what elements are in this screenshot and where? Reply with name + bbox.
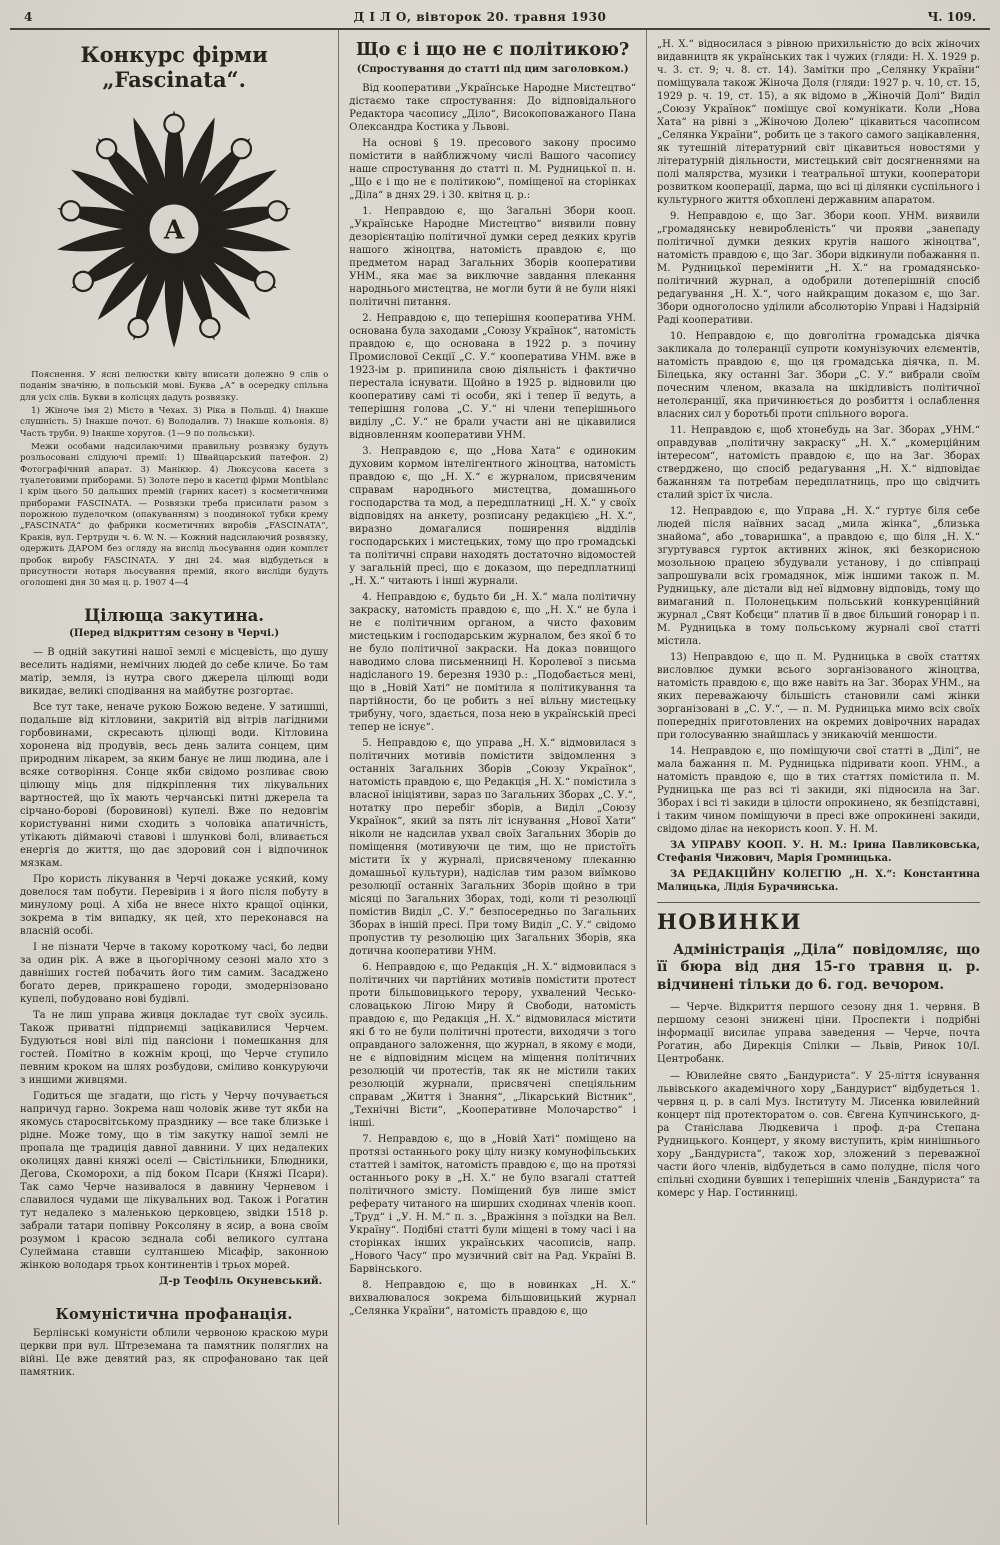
contest-paragraph: Межи особами надсилаючими правильну розвязку будуть розльосовані слідуючі премії: 1) Швайцарський патефон. 2) Фотографічний апарат. 3) Манікюр. 4) Люксусова касета з туалетовими приборами. 5) Золоте перо в касетці фірми Montblanc і крім цього 50 дальших премій (гарних касет) з косметичними приборами FASCINATA. — Розвязки треба присилати разом з порожною пуделочком (опакуванням) з поодинокої тубки крему „FASCINATA“ до фабрики косметичних виробів „FASCINATA“, Краків, вул. Гертруди ч. 6. W. N. — Кожний надсилаючий розвязку, одержить ДАРОМ без огляду на вислід льосування один комплєт пробок виробу FASCINATA. У дні 24. мая відбудеться в присутности нотаря льосування премій, якого висліди будуть оголошені дня 30 мая ц. р. 1907 4—4 bbox=[20, 442, 329, 589]
middle-column bbox=[338, 30, 647, 1525]
rebuttal-paragraph: 10. Неправдою є, що довголітна громадська діячка закликала до толєранції супроти комунізуючих елєментів, натомість правдою є, що ця громадська діячка, п. М. Білецька, яку останні Заг. Збори „С. У.“ вибрали своїм почесним членом, вказала на шкідливість політичної нетолєранції, яка причинюється до розбиття і ослаблення власних сил у боротьбі проти спільного ворога. bbox=[656, 331, 980, 420]
rebuttal-paragraph: 3. Неправдою є, що „Нова Хата“ є одиноким духовим кормом інтелігентного жіноцтва, натомість правдою є, що „Н. Х.“ є журналом, присвяченим справам народнього мистецтва, домашнього господарства та мод, а передплатниці „Н. Х.“ у своїх відповідях на анкету, розписану редакцією „Н. Х.“, виразно домагалися поширення відділів господарських і мистецьких, тому що про громадські та політичні справи находять достаточно відомостей у загальній пресі, що є доказом, що передплатниці „Н. Х.“ читають і інші журнали. bbox=[349, 446, 636, 587]
spa-article-body bbox=[20, 646, 328, 1272]
spa-article-subtitle: (Перед відкриттям сезону в Черчі.) bbox=[69, 627, 280, 639]
rebuttal-paragraph: 12. Неправдою є, що Управа „Н. Х.“ гуртує біля себе людей після наївних засад „мила жінка“, „близька знайома“, або „товаришка“, а правдою є, що біля „Н. Х.“ згуртувався гурток активних жінок, які безкорисною мозольною працею збудували установу, і до співпраці запрошували всіх громадянок, між іншими також п. М. Рудницьку, але дістали від неї відмовну відповідь, тому що вимаганий п. Полонецьким польський конкуренційний журнал „Свят Кобєци“ платив її в двоє більший гонорар і п. М. Рудницька в тому польському журналі свої статті містила. bbox=[656, 506, 980, 647]
columns-wrapper bbox=[10, 30, 990, 1525]
spa-paragraph: Годиться ще згадати, що гість у Черчу почувається напричуд гарно. Зокрема наш чоловік живе тут якби на якомусь старосвітському празднику — все таке близьке і рідне. Може тому, що в тім закутку нашої землі не пропала ще традиція давної давнини. У цих недалеких околицях давні княжі оселі — Свістільники, Блюдники, Дегова, Скоморохи, а під боком Псари (Княжі Псари). Так само Черче називалося в давнину Черневом і славилося чудами ще лікувальних вод. Також і Рогатин тут недалеко з маленькою церковцею, звідки 1518 р. забрали татари попівну Роксоляну в ясир, а вона своїм розумом і красою зєднала собі великого султана Сулеймана ставши султаншею Місафір, законною жінкою володаря трьох континентів і трьох морей. bbox=[20, 1090, 329, 1271]
rebuttal-paragraph: 1. Неправдою є, що Загальні Збори кооп. „Українське Народне Мистецтво“ виявили повну дезорієнтацію політичної думки серед деяких кругів нашого жіноцтва, натомість правдою є, що предметом нарад Загальних Зборів кооперативи УНМ., яка має за виключне завдання плекання народнього мистецтва, не могли бути й не були ніякі політичні питання. bbox=[349, 206, 636, 308]
rebuttal-subtitle: (Спростування до статті під цим заголовком.) bbox=[356, 64, 629, 75]
page-number: 4 bbox=[24, 10, 33, 24]
issue-number: Ч. 109. bbox=[927, 10, 976, 24]
rebuttal-paragraph: 11. Неправдою є, щоб хтонебудь на Заг. Зборах „УНМ.“ оправдував „політичну закраску“ „Н. Х.“ „комерційним інтересом“, натомість правдою є, що на Заг. Зборах стверджено, що спосіб редагування „Н. Х.“ відповідає бажанням та потребам передплатниць, про що свідчить сталий зріст їх числа. bbox=[656, 425, 980, 501]
rebuttal-body bbox=[349, 82, 636, 1318]
rebuttal-title: Що є і що не є політикою? bbox=[356, 40, 630, 60]
news-items bbox=[657, 1001, 980, 1200]
left-column bbox=[10, 30, 338, 1525]
rebuttal-paragraph: 9. Неправдою є, що Заг. Збори кооп. УНМ. виявили „громадянську невиробленість“ чи прояви „занепаду політичної думки деяких кругів нашого жіноцтва“, натомість правдою є, що Заг. Збори відкинули побажання п. М. Рудницької перемінити „Н. Х.“ на громадянсько-політичний журнал, а одобрили дотеперішній спосіб редагування „Н. Х.“, чого найкращим доказом є, що Заг. Збори одноголосно уділили абсолюторію Управі і Надзірній Раді кооперативи. bbox=[656, 211, 980, 326]
spa-paragraph: Та не лиш управа живця докладає тут своїх зусиль. Також приватні підприємці зацікавилися Черчем. Будуються нові вілі під пансіони і помешкання для гостей. Помітно в кожнім кроці, що Черче ступило певним кроком на шлях розбудови, сміливо конкуруючи з иншими живцями. bbox=[20, 1009, 329, 1086]
profanation-paragraph: Берлінські комуністи облили червоною краскою мури церкви при вул. Штреземана та памятник поляглих на війні. Це вже девятий раз, як спрофановано так цей памятник. bbox=[20, 1328, 329, 1379]
spa-paragraph: Про користь лікування в Черчі докаже усякий, кому довелося там побути. Перевірив і я його після побуту в минулому році. А хіба не внесе ніхто кращої оцінки, зокрема в тім випадку, як цей, хто переконався на власній особі. bbox=[20, 873, 329, 937]
right-column bbox=[647, 30, 990, 1525]
rebuttal-paragraph: 8. Неправдою є, що в новинках „Н. Х.“ вихвалювалося зокрема більшовицький журнал „Селянка України“, натомість правдою є, що bbox=[349, 1280, 636, 1317]
rebuttal-paragraph: 4. Неправдою є, будьто би „Н. Х.“ мала політичну закраску, натомість правдою є, що „Н. Х.“ не була і не є політичним органом, а чисто фаховим мистецьким і господарським журналом, без якої б то не було політичної закраски. На доказ повищого наводимо слова письменниці Н. Королевої з письма надісланого 19. березня 1930 р.: „Подобається мені, що в „Новій Хаті“ не помітила я політикування та партійности, бо це робить з неї вільну мистецьку трибуну, чого, здається, поза нею в українській пресі тепер не існує“. bbox=[349, 592, 636, 733]
spa-paragraph: — В одній закутині нашої землі є місцевість, що душу веселить надіями, немічних людей до себе кличе. Бо там матір, земля, із нутра свого джерела цілющі води викидає, великі сподівання на майбутнє розгортає. bbox=[20, 646, 329, 697]
profanation-body bbox=[20, 1327, 328, 1379]
board-signature-line: ЗА УПРАВУ КООП. У. Н. М.: Ірина Павликовська, Стефанія Чижович, Марія Громницька. bbox=[656, 840, 980, 864]
spa-article-signature: Д-р Теофіль Окуневський. bbox=[159, 1274, 323, 1287]
news-item: — Черче. Відкриття першого сезону дня 1. червня. В першому сезоні знижені ціни. Проспекти і подрібні інформації висилає управа заведення — Черче, почта Рогатин, або Дирекція Спілки — Львів, Ринок 10/І. Центробанк. bbox=[656, 1001, 980, 1065]
flower-center-letter: A bbox=[163, 214, 185, 246]
rebuttal-paragraph: 6. Неправдою є, що Редакція „Н. Х.“ відмовилася з політичних чи партійних мотивів помістити протест проти більшовицького терору, ухвалений Чесько-словацькою Лігою Миру й Свободи, натомість правдою є, що Редакція „Н. Х.“ відмовилася містити які б то не були політичні протести, виходячи з того оправданого заложення, що журнал, в якому є моди, не є відповідним місцем на міщення політичних резолюцій чи протестів, так як не містили таких резолюцій журнали, присвячені спеціяльним справам „Життя і Знання“, „Лікарський Вістник“, „Технічні Вісти“, „Кооперативне Молочарство“ і інші. bbox=[349, 962, 636, 1129]
rebuttal-paragraph: 7. Неправдою є, що в „Новій Хаті“ поміщено на протязі останнього року цілу низку комунофільських статтей і заміток, натомість правдою є, що на протязі останнього року в „Н. Х.“ не було взагалі статтей політичного змісту. Поміщений був лише зміст реферату читаного на ширших сходинах членів кооп. „Труд“ і „У. Н. М.“ п. з. „Вражіння з поїздки на Вел. Україну“. Подібні статті були міщені в тому часі і на сторінках інших українських часописів, напр. „Нового Часу“ про музичний світ на Рад. Україні В. Барвінського. bbox=[349, 1134, 636, 1275]
rebuttal-paragraph: На основі § 19. пресового закону просимо помістити в найближчому числі Вашого часопису наше спростування до статті п. М. Рудницької п. н. „Що є і що не є політикою“, поміщеної на сторінках „Діла“ в днях 29. і 30. квітня ц. р.: bbox=[349, 138, 636, 201]
flower-icon bbox=[43, 98, 305, 360]
news-item: — Ювилейне свято „Бандуриста“. У 25-ліття існування львівського академічного хору „Бандурист“ відбудеться 1. червня ц. р. в салі Муз. Інституту М. Лисенка ювилейний концерт під протекторатом о. сов. Євгена Купчинського, д-ра Станіслава Людкевича і проф. д-ра Степана Рудницького. Концерт, у якому виступить, крім нинішнього хору „Бандуриста“, також хор, зложений з переважної части його членів, відбудеться в само полудне, після чого спільні сходини бувших і теперішніх членів „Бандуриста“ та комерс у Нар. Гостинниці. bbox=[656, 1070, 980, 1199]
rebuttal-paragraph: Від кооперативи „Українське Народне Мистецтво“ дістаємо таке спростування: До відповідального Редактора часопису „Діло“, Високоповажаного Пана Олександра Костика у Львові. bbox=[349, 83, 636, 133]
contest-explanation bbox=[20, 370, 328, 590]
rebuttal-paragraph: 14. Неправдою є, що поміщуючи свої статті в „Ділі“, не мала бажання п. М. Рудницька підривати кооп. УНМ., а натомість правдою є, що в тих статтях помістила п. М. Рудницька ще раз всі ті закиди, які підносила на Заг. Зборах і всі ті закиди в цілости опрокинено, як безпідставні, і таким чином поміщуючи в пресі вже опрокинені закиди, свідомо ділає на некористь кооп. У. Н. М. bbox=[656, 746, 980, 835]
rebuttal-continuation: „Н. Х.“ відносилася з рівною прихильністю до всіх жіночих видавництв як українських так і чужих (гляди: Н. Х. 1929 р. ч. 3. ст. 9; ч. 8. ст. 14). Замітки про „Селянку України“ поміщувала також Жіноча Доля (гляди: 1927 р. ч. 10, ст. 15, 1929 р. ч. 19, ст. 15), а як відомо в „Жіночій Долі“ Виділ „Союзу Українок“ поміщує свої комунікати. Коли „Нова Хата“ на рівні з „Жіночою Долею“ цікавиться часописом „Селянка України“, робить це з такого самого зацікавлення, як тутешній літературний світ цікавиться новостями у літературній діяльности, мистецький світ досягненнями на полі малярства, музики і театральної штуки, кооператори розвитком кооперації, дарма, що всі ці ділянки суспільного і культурного життя обхоплені державним апаратом. bbox=[656, 39, 980, 206]
spa-paragraph: І не пізнати Черче в такому короткому часі, бо ледви за один рік. А вже в цьогорічному сезоні мало хто з давніших гостей побачить його тим самим. Засаджено богато дерев, прикрашено городи, змодернізовано купелі, побудовано нові будівлі. bbox=[20, 941, 329, 1005]
profanation-title: Комуністична профанація. bbox=[55, 1306, 293, 1324]
editors-signature-line: ЗА РЕДАКЦІЙНУ КОЛЕГІЮ „Н. Х.“: Константина Малицька, Лідія Бурачинська. bbox=[656, 869, 980, 893]
section-divider bbox=[657, 902, 980, 903]
masthead bbox=[10, 4, 990, 30]
rebuttal-body-continued bbox=[657, 210, 980, 836]
news-section-title: НОВИНКИ bbox=[656, 909, 802, 934]
masthead-title: Д І Л О, вівторок 20. травня 1930 bbox=[353, 10, 607, 24]
contest-paragraph: Пояснення. У ясні пелюстки квіту вписати долежно 9 слів о поданім значіню, в польській мові. Буква „А“ в осередку спільна для усіх слів. Букви в колісцях дадуть розвязку. bbox=[20, 370, 329, 403]
spa-article-title: Цілюща закутина. bbox=[84, 605, 265, 625]
contest-title: Конкурс фірми „Fascinata“. bbox=[80, 42, 268, 92]
spa-paragraph: Все тут таке, неначе рукою Божою ведене. У затишші, подальше від кітловини, закритій від вітрів лагідними горбовинами, скресають цілющі води. Кітловина хоронена від продувів, весь день залита сонцем, цим природним лікарем, за яким банує не лиш людина, але і всяке сотворіння. Сонце якби свідомо розливає свою цілющу міць для підкріплення тих лікувальних вартностей, що їх мають черчанські питні джерела та сірчано-борові (боровинові) купелі. Вже по недовгім користуванні ними сходить з чоловіка апатичність, утікають діймаючі ставові і шлункові болі, вливається енергія до життя, що дає здоровий сон і відпочинок мязкам. bbox=[20, 701, 329, 869]
news-lead: Адміністрація „Діла“ повідомляє, що її бюра від дня 15-го травня ц. р. відчинені тільки до 6. год. вечором. bbox=[656, 942, 980, 993]
rebuttal-paragraph: 13) Неправдою є, що п. М. Рудницька в своїх статтях висловлює думки всього зорганізованого жіноцтва, натомість правдою є, що вже навіть на Заг. Зборах УНМ., на яких переважаючу більшість становили самі жінки зорганізовані в „С. У.“, — п. М. Рудницька мимо всіх своїх попередніх приготовлених на окремих довірочних нарадах при голосуванню знайшлась у зникаючій меншости. bbox=[656, 652, 980, 741]
contest-paragraph: 1) Жіноче імя 2) Місто в Чехах. 3) Ріка в Польщі. 4) Інакше слушність. 5) Інакше почот. 6) Володалив. 7) Інакше кольонія. 8) Часть труби. 9) Інакше хоругов. (1—9 по польськи). bbox=[20, 406, 329, 439]
rebuttal-paragraph: 2. Неправдою є, що теперішня кооператива УНМ. основана була заходами „Союзу Українок“, натомість правдою є, що основана в 1922 р. з почину Промислової Секції „С. У.“ кооператива УНМ. вже в 1923-ім р. припинила свою діяльність і фактично перестала існувати. Щойно в 1925 р. відновили цю кооперативу самі ті особи, які і тепер її ведуть, а теперішня голова „С. У.“ ні члени теперішнього виділу „С. У.“ не брали участи ані не цікавилися відновленням кооперативи УНМ. bbox=[349, 313, 636, 441]
rebuttal-paragraph: 5. Неправдою є, що управа „Н. Х.“ відмовилася з політичних мотивів помістити звідомлення з останніх Загальних Зборів „Союзу Українок“, натомість правдою є, що Редакція „Н. Х.“ помістила з власної ініціятиви, зараз по Загальних Зборах „С. У.“, нотатку про перебіг зборів, а Виділ „Союзу Українок“, який за пять літ існування „Нової Хати“ ніколи не надсилав ухвал своїх Загальних Зборів до поміщення (мотивуючи це тим, що не пристоїть містити їх у журналі, присвяченому плеканню домашньої культури), надіслав тим разом виїмково резолюції останніх Загальних Зборів щойно в три місяці по Загальних Зборах, тоді, коли ті резолюції помістив Виділ „С. У.“ безпосередньо по Загальних Зборах в іншій пресі. При тому Виділ „С. У.“ свідомо пропустив ту резолюцію цих Загальних Зборів, яка дотична кооперативи УНМ. bbox=[349, 738, 636, 957]
contest-flower-illustration bbox=[20, 98, 328, 364]
